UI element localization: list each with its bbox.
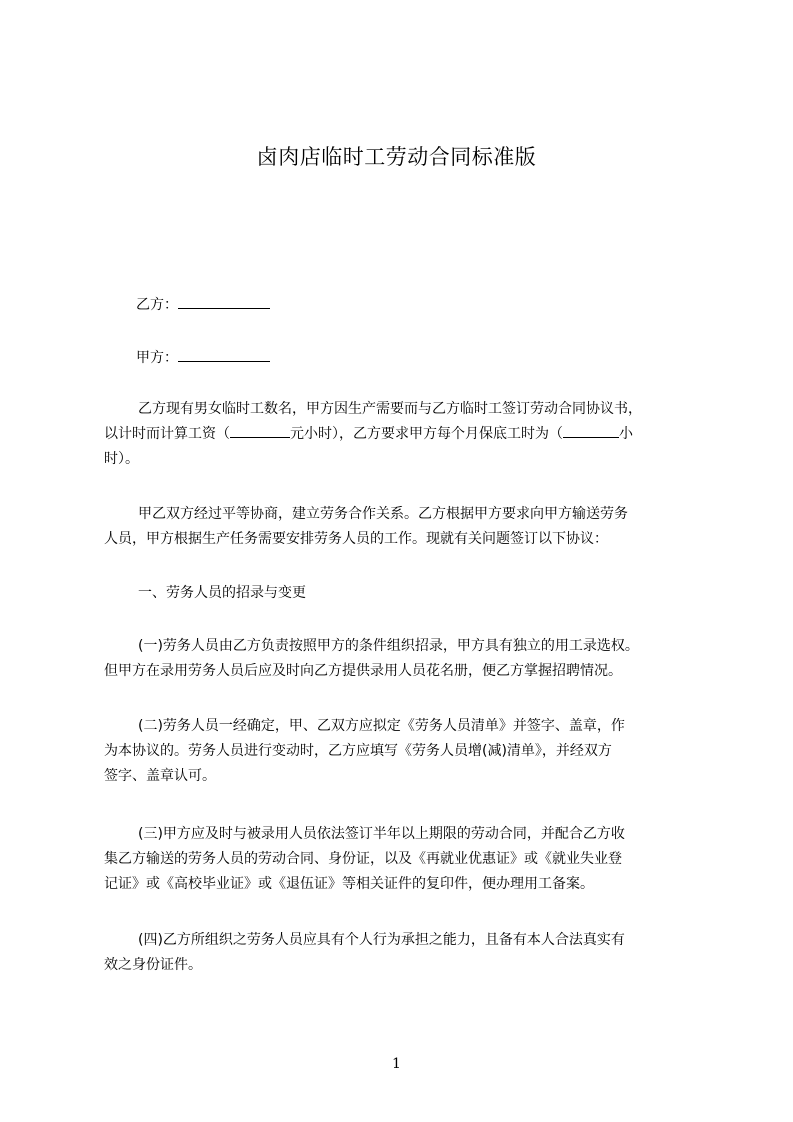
paragraph-cooperation: [104, 502, 704, 552]
clause-3: [104, 822, 704, 897]
clause-line: 为本协议的。劳务人员进行变动时，乙方应填写《劳务人员增(减)清单》，并经双方: [104, 743, 612, 759]
paragraph-line: 甲乙双方经过平等协商，建立劳务合作关系。乙方根据甲方要求向甲方输送劳务: [138, 506, 628, 522]
paragraph-line: 人员，甲方根据生产任务需要安排劳务人员的工作。现就有关问题签订以下协议：: [104, 531, 608, 547]
paragraph-line: 时）。: [104, 451, 139, 467]
page-number: 1: [392, 1056, 401, 1072]
party-b-line: [136, 294, 270, 313]
hours-text: 元小时），乙方要求甲方每个月保底工时为（: [290, 426, 563, 442]
clause-1: [104, 634, 704, 684]
clause-line: 但甲方在录用劳务人员后应及时向乙方提供录用人员花名册，便乙方掌握招聘情况。: [104, 663, 622, 679]
clause-line: (四)乙方所组织之劳务人员应具有个人行为承担之能力，且备有本人合法真实有: [138, 932, 625, 948]
wage-blank: [230, 423, 290, 438]
party-a-blank: [178, 347, 270, 362]
paragraph-intro: [104, 397, 704, 472]
party-b-blank: [178, 294, 270, 309]
clause-4: [104, 928, 704, 978]
clause-line: (一)劳务人员由乙方负责按照甲方的条件组织招录，甲方具有独立的用工录选权。: [138, 638, 639, 654]
hours-unit: 小: [619, 426, 633, 442]
clause-line: 记证》或《高校毕业证》或《退伍证》等相关证件的复印件，便办理用工备案。: [104, 876, 594, 892]
clause-line: (三)甲方应及时与被录用人员依法签订半年以上期限的劳动合同，并配合乙方收: [138, 826, 625, 842]
document-title: 卤肉店临时工劳动合同标准版: [256, 145, 537, 169]
party-b-label: 乙方：: [136, 297, 178, 313]
clause-2: [104, 714, 704, 789]
party-a-line: [136, 347, 270, 366]
paragraph-line: 乙方现有男女临时工数名，甲方因生产需要而与乙方临时工签订劳动合同协议书，: [138, 401, 642, 417]
wage-text: 以计时而计算工资（: [104, 426, 230, 442]
section1-heading: 一、劳务人员的招录与变更: [138, 585, 306, 601]
paragraph-line: [104, 422, 704, 447]
clause-line: 效之身份证件。: [104, 957, 202, 973]
party-a-label: 甲方：: [136, 350, 178, 366]
clause-line: 签字、盖章认可。: [104, 768, 216, 784]
hours-blank: [563, 423, 619, 438]
clause-line: 集乙方输送的劳务人员的劳动合同、身份证，以及《再就业优惠证》或《就业失业登: [104, 851, 622, 867]
section-heading: [104, 581, 704, 606]
clause-line: (二)劳务人员一经确定，甲、乙双方应拟定《劳务人员清单》并签字、盖章，作: [138, 718, 625, 734]
